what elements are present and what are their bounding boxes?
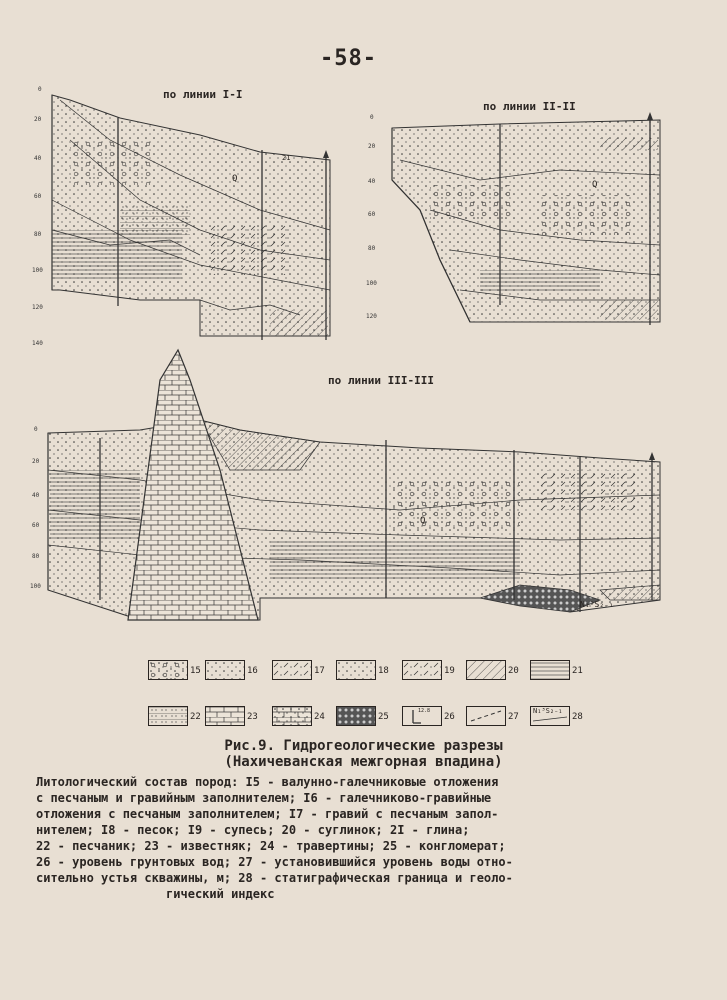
- legend-item-25: 25: [336, 706, 396, 726]
- section-title-line3: по линии III-III: [328, 374, 434, 387]
- caption-line: Литологический состав пород: I5 - валунно-галечниковые отложения: [36, 775, 499, 789]
- figure-caption-body: [36, 774, 686, 902]
- legend-item-15: 15: [148, 660, 208, 680]
- legend-item-27: 27: [466, 706, 526, 726]
- caption-line: 22 - песчаник; 23 - известняк; 24 - травертины; 25 - конгломерат;: [36, 839, 506, 853]
- legend-item-16: 16: [205, 660, 265, 680]
- caption-line: с песчаным и гравийным заполнителем; I6 - галечниково-гравийные: [36, 791, 492, 805]
- legend-item-21: 21: [530, 660, 590, 680]
- caption-line: гический индекс: [36, 887, 275, 901]
- strat-index-symbol: N₁³S₂₋₁: [533, 707, 563, 715]
- legend-item-22: 22: [148, 706, 208, 726]
- caption-line: 26 - уровень грунтовых вод; 27 - установившийся уровень воды отно-: [36, 855, 513, 869]
- groundwater-symbol: 12.8: [418, 708, 431, 714]
- legend-item-23: 23: [205, 706, 265, 726]
- geo-index-line3: N₁³S₂₋₁: [580, 600, 614, 609]
- legend-item-24: 24: [272, 706, 332, 726]
- legend-item-19: 19: [402, 660, 462, 680]
- legend-item-20: 20: [466, 660, 526, 680]
- legend-item-28: N₁³S₂₋₁ 28: [533, 707, 583, 722]
- legend-item-26: 12.8 26: [418, 708, 455, 722]
- caption-line: сительно устья скважины, м; 28 - статиграфическая граница и геоло-: [36, 871, 513, 885]
- section-title-line1: по линии I-I: [163, 88, 243, 101]
- caption-line: нителем; I8 - песок; I9 - супесь; 20 - суглинок; 2I - глина;: [36, 823, 470, 837]
- caption-line: отложения с песчаным заполнителем; I7 - гравий с песчаным запол-: [36, 807, 499, 821]
- legend-item-18: 18: [336, 660, 396, 680]
- q-label-line3: Q: [420, 516, 426, 526]
- q-label-line1: Q: [232, 174, 238, 184]
- page-number: -58-: [320, 46, 377, 71]
- figure-caption-title-2: (Нахичеванская межгорная впадина): [224, 754, 503, 770]
- figure-caption-title-1: Рис.9. Гидрогеологические разрезы: [224, 738, 503, 754]
- label-21-line1: 21: [282, 154, 291, 162]
- q-label-line2: Q: [592, 180, 598, 190]
- section-title-line2: по линии II-II: [483, 100, 576, 113]
- legend-item-17: 17: [272, 660, 332, 680]
